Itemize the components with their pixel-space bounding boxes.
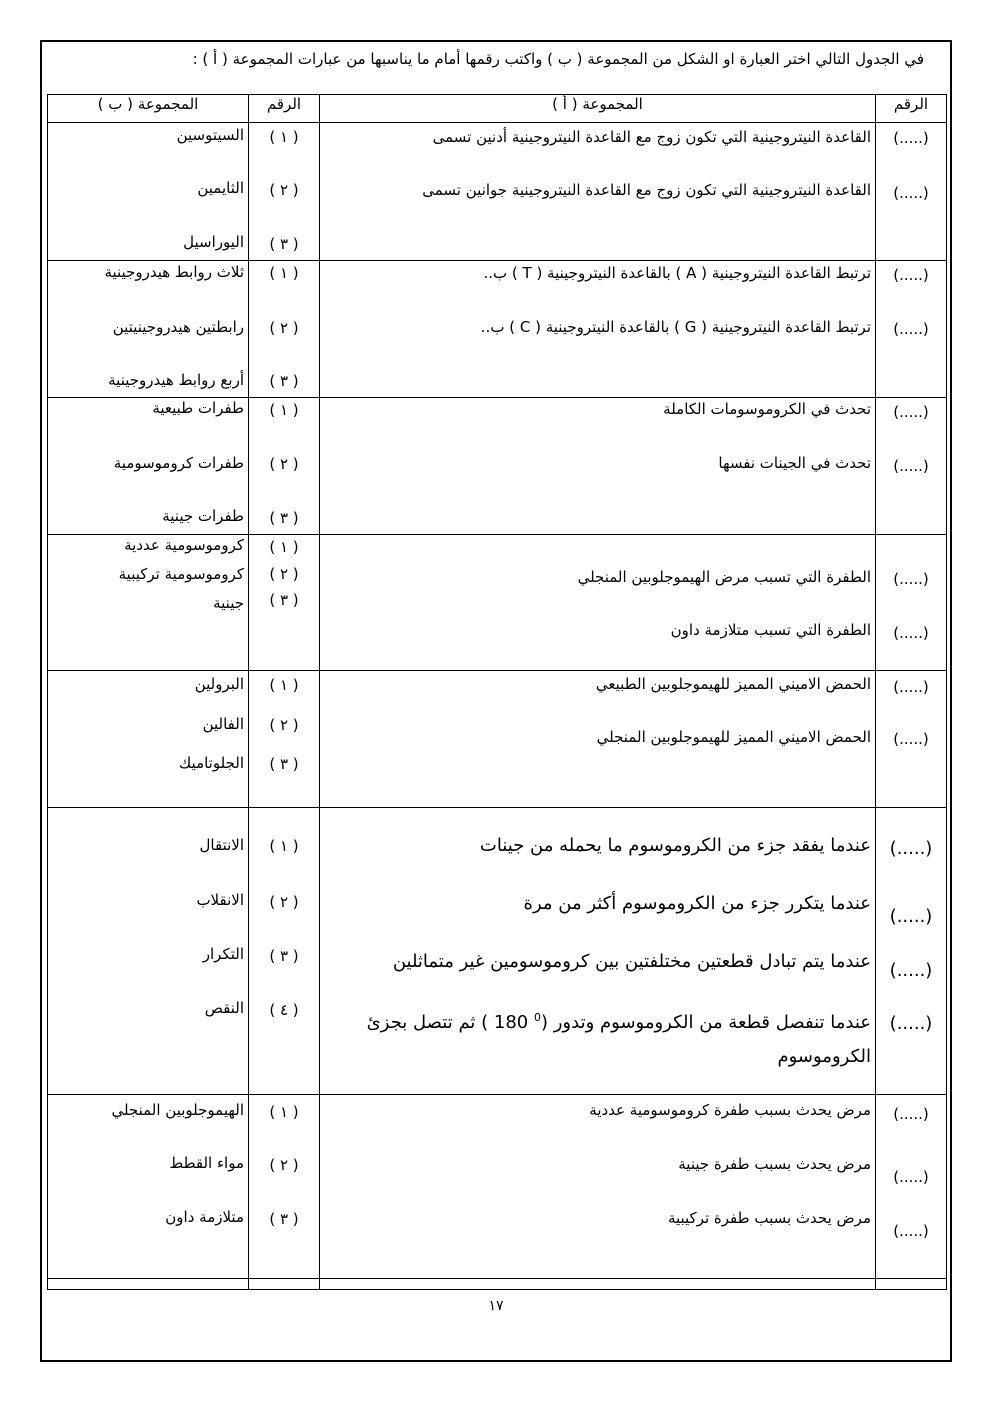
choice-b: طفرات كروموسومية bbox=[113, 454, 244, 472]
answer-blank[interactable]: (.....) bbox=[893, 403, 929, 421]
choice-b: النقص bbox=[204, 999, 244, 1017]
choice-b: طفرات جينية bbox=[162, 507, 244, 525]
statement-a: عندما يتم تبادل قطعتين مختلفتين بين كروموسومين غير متماثلين bbox=[392, 951, 871, 972]
choice-number: ( ٣ ) bbox=[269, 235, 299, 253]
table-row bbox=[48, 398, 947, 535]
answer-blank[interactable]: (.....) bbox=[889, 906, 933, 927]
choice-b: ثلاث روابط هيدروجينية bbox=[104, 263, 244, 281]
choice-b: الانقلاب bbox=[196, 891, 244, 909]
table-row bbox=[48, 261, 947, 398]
answer-blank[interactable]: (.....) bbox=[889, 1013, 933, 1034]
statement-a: مرض يحدث بسبب طفرة كروموسومية عددية bbox=[589, 1101, 871, 1119]
answer-blank[interactable]: (.....) bbox=[893, 1168, 929, 1186]
footer-divider bbox=[47, 1278, 946, 1279]
statement-a: مرض يحدث بسبب طفرة تركيبية bbox=[667, 1209, 871, 1227]
answer-blank[interactable]: (.....) bbox=[893, 570, 929, 588]
statement-a: الحمض الاميني المميز للهيموجلوبين الطبيعي bbox=[595, 675, 871, 693]
statement-a: تحدث في الجينات نفسها bbox=[718, 454, 871, 472]
choice-b: طفرات طبيعية bbox=[152, 399, 244, 417]
answer-blank[interactable]: (.....) bbox=[889, 960, 933, 981]
answer-blank[interactable]: (.....) bbox=[893, 730, 929, 748]
choice-b: كروموسومية عددية bbox=[124, 536, 244, 554]
choice-b: السيتوسين bbox=[176, 126, 244, 144]
choice-number: ( ١ ) bbox=[269, 538, 299, 556]
statement-a: الطفرة التي تسبب متلازمة داون bbox=[670, 621, 871, 639]
statement-a-multiline bbox=[328, 1001, 871, 1074]
degree-superscript: 0 bbox=[534, 1011, 541, 1024]
table-row bbox=[48, 671, 947, 808]
choice-b: الثايمين bbox=[197, 179, 244, 197]
answer-blank[interactable]: (.....) bbox=[889, 838, 933, 859]
choice-b: الفالين bbox=[202, 715, 244, 733]
page-number: ١٧ bbox=[488, 1298, 504, 1314]
choice-number: ( ٤ ) bbox=[269, 1001, 299, 1019]
statement-a: عندما يفقد جزء من الكروموسوم ما يحمله من جينات bbox=[479, 835, 871, 856]
choice-b: التكرار bbox=[202, 945, 244, 963]
choice-number: ( ١ ) bbox=[269, 128, 299, 146]
statement-a: القاعدة النيتروجينية التي تكون زوج مع القاعدة النيتروجينية جوانين تسمى bbox=[422, 181, 871, 199]
statement-a: ترتبط القاعدة النيتروجينية ( A ) بالقاعدة النيتروجينية ( T ) ب.. bbox=[483, 264, 871, 282]
statement-a-part: عندما تنفصل قطعة من الكروموسوم وتدور ( bbox=[541, 1012, 871, 1033]
choice-number: ( ٣ ) bbox=[269, 509, 299, 527]
choice-b: الانتقال bbox=[199, 836, 244, 854]
header-bnum: الرقم bbox=[249, 95, 320, 123]
instruction-text: في الجدول التالي اختر العبارة او الشكل من المجموعة ( ب ) واكتب رقمها أمام ما يناسبها من عبارات المجموعة ( أ ) : bbox=[192, 50, 924, 68]
choice-number: ( ١ ) bbox=[269, 837, 299, 855]
answer-blank[interactable]: (.....) bbox=[893, 1105, 929, 1123]
choice-number: ( ٣ ) bbox=[269, 591, 299, 609]
choice-number: ( ٢ ) bbox=[269, 565, 299, 583]
matching-table bbox=[47, 94, 947, 1290]
answer-blank[interactable]: (.....) bbox=[893, 624, 929, 642]
answer-blank[interactable]: (.....) bbox=[893, 184, 929, 202]
statement-a-part: 180 ) ثم تتصل بجزئ الكروموسوم bbox=[366, 1012, 871, 1067]
choice-number: ( ٢ ) bbox=[269, 1156, 299, 1174]
header-row bbox=[48, 95, 947, 123]
choice-number: ( ٢ ) bbox=[269, 319, 299, 337]
choice-number: ( ٢ ) bbox=[269, 893, 299, 911]
statement-a: تحدث في الكروموسومات الكاملة bbox=[663, 400, 871, 418]
choice-b: الهيموجلوبين المنجلي bbox=[111, 1101, 244, 1119]
choice-number: ( ٢ ) bbox=[269, 455, 299, 473]
choice-number: ( ١ ) bbox=[269, 676, 299, 694]
choice-number: ( ١ ) bbox=[269, 401, 299, 419]
choice-number: ( ٣ ) bbox=[269, 755, 299, 773]
choice-b: الجلوتاميك bbox=[178, 754, 244, 772]
statement-a: عندما يتكرر جزء من الكروموسوم أكثر من مرة bbox=[523, 893, 871, 914]
statement-a: ترتبط القاعدة النيتروجينية ( G ) بالقاعدة النيتروجينية ( C ) ب.. bbox=[480, 318, 871, 336]
choice-number: ( ١ ) bbox=[269, 1103, 299, 1121]
statement-a: الطفرة التي تسبب مرض الهيموجلوبين المنجلي bbox=[577, 568, 871, 586]
choice-number: ( ٣ ) bbox=[269, 947, 299, 965]
choice-b: مواء القطط bbox=[169, 1154, 244, 1172]
header-group-a: المجموعة ( أ ) bbox=[320, 95, 876, 123]
statement-a: الحمض الاميني المميز للهيموجلوبين المنجلي bbox=[596, 728, 871, 746]
answer-blank[interactable]: (.....) bbox=[893, 320, 929, 338]
statement-a: مرض يحدث بسبب طفرة جينية bbox=[678, 1155, 871, 1173]
table-row bbox=[48, 123, 947, 261]
choice-number: ( ٢ ) bbox=[269, 181, 299, 199]
choice-b: كروموسومية تركيبية bbox=[118, 565, 244, 583]
statement-a: القاعدة النيتروجينية التي تكون زوج مع القاعدة النيتروجينية أدنين تسمى bbox=[432, 128, 871, 146]
choice-b: متلازمة داون bbox=[165, 1208, 244, 1226]
choice-number: ( ١ ) bbox=[269, 264, 299, 282]
answer-blank[interactable]: (.....) bbox=[893, 129, 929, 147]
table-row bbox=[48, 808, 947, 1095]
table-row bbox=[48, 535, 947, 671]
answer-blank[interactable]: (.....) bbox=[893, 678, 929, 696]
answer-blank[interactable]: (.....) bbox=[893, 1222, 929, 1240]
choice-number: ( ٢ ) bbox=[269, 716, 299, 734]
answer-blank[interactable]: (.....) bbox=[893, 266, 929, 284]
answer-blank[interactable]: (.....) bbox=[893, 457, 929, 475]
choice-number: ( ٣ ) bbox=[269, 372, 299, 390]
header-num: الرقم bbox=[876, 95, 947, 123]
choice-number: ( ٣ ) bbox=[269, 1210, 299, 1228]
choice-b: جينية bbox=[213, 594, 244, 612]
choice-b: رابطتين هيدروجينيتين bbox=[112, 318, 244, 336]
choice-b: أربع روابط هيدروجينية bbox=[108, 371, 244, 389]
choice-b: البرولين bbox=[194, 675, 244, 693]
header-group-b: المجموعة ( ب ) bbox=[48, 95, 249, 123]
table-row bbox=[48, 1095, 947, 1290]
choice-b: اليوراسيل bbox=[183, 233, 244, 251]
